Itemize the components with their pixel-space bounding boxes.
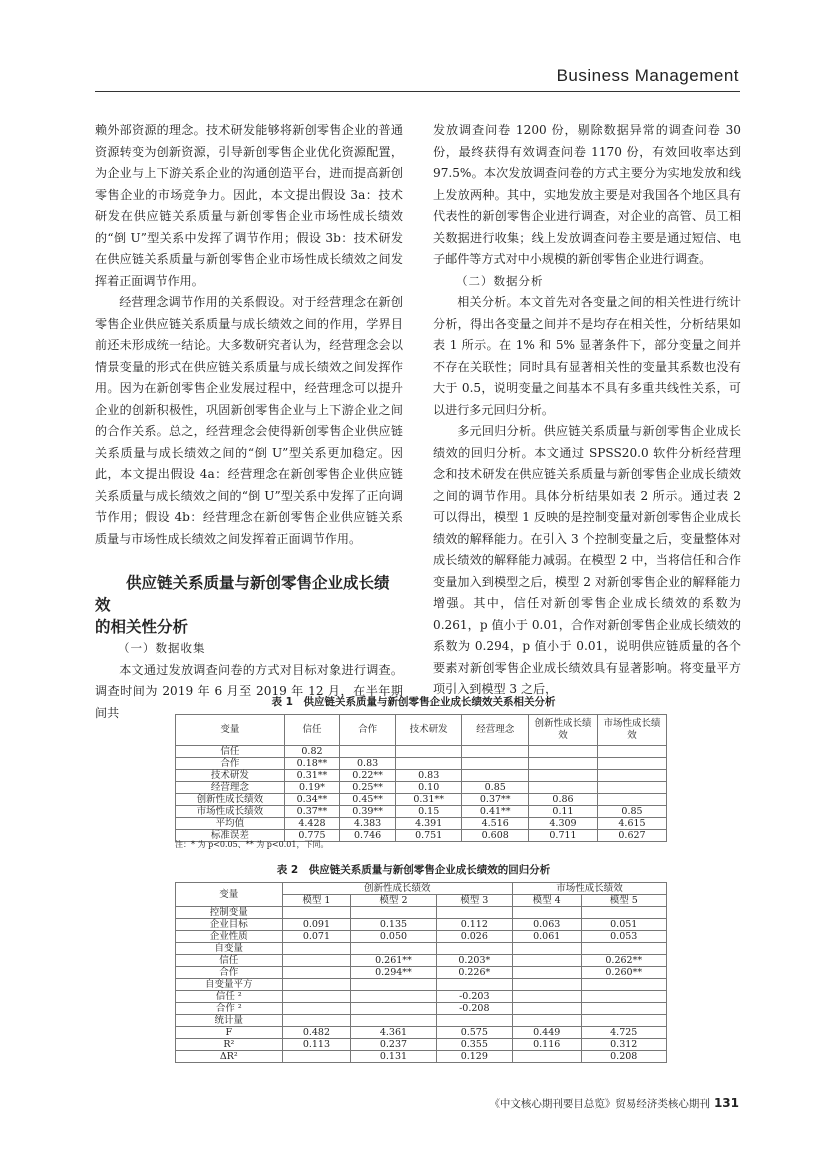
table-cell: 0.061 (512, 931, 581, 943)
left-column (95, 120, 403, 724)
table-cell: 0.135 (351, 919, 436, 931)
table-cell (581, 991, 667, 1003)
table-cell: 0.82 (284, 746, 340, 758)
table-row (176, 1051, 667, 1063)
table-cell: 0.026 (436, 931, 512, 943)
table-cell: 4.391 (395, 818, 462, 830)
table-cell: 0.711 (529, 830, 598, 842)
table-cell (282, 1015, 351, 1027)
table-cell: 0.226* (436, 967, 512, 979)
table-cell: -0.208 (436, 1003, 512, 1015)
table-cell (351, 979, 436, 991)
table-cell (598, 794, 667, 806)
table2-model-header: 模型 1 (282, 895, 351, 907)
body-paragraph: 经营理念调节作用的关系假设。对于经营理念在新创零售企业供应链关系质量与成长绩效之间的作用，学界目前还未形成统一结论。大多数研究者认为，经营理念会以情景变量的形式在供应链关系质量与成长绩效之间发挥作用。因为在新创零售企业发展过程中，经营理念可以提升企业的创新积极性，巩固新创零售企业与上下游企业之间的合作关系。总之，经营理念会使得新创零售企业供应链关系质量与成长绩效之间的“倒 U”型关系更加稳定。因此，本文提出假设 4a：经营理念在新创零售企业供应链关系质量与成长绩效之间的“倒 U”型关系中发挥了正向调节作用；假设 4b：经营理念在新创零售企业供应链关系质量与市场性成长绩效之间发挥着正面调节作用。 (95, 295, 403, 546)
table-cell: 合作 ² (176, 1003, 283, 1015)
table-cell (462, 770, 529, 782)
table2-model-header: 模型 3 (436, 895, 512, 907)
table-cell (581, 907, 667, 919)
table-cell: 合作 (176, 967, 283, 979)
table-cell: 0.050 (351, 931, 436, 943)
table-cell: 0.775 (284, 830, 340, 842)
table-cell: 0.449 (512, 1027, 581, 1039)
table-cell: 0.113 (282, 1039, 351, 1051)
table-cell: 4.361 (351, 1027, 436, 1039)
table-cell (282, 967, 351, 979)
table-cell (512, 907, 581, 919)
section-heading-line: 的相关性分析 (95, 618, 189, 636)
table-row (176, 806, 667, 818)
table-cell: 市场性成长绩效 (176, 806, 285, 818)
table-cell (598, 770, 667, 782)
body-paragraph: 多元回归分析。供应链关系质量与新创零售企业成长绩效的回归分析。本文通过 SPSS20.0 软件分析经营理念和技术研发在供应链关系质量与新创零售企业成长绩效之间的调节作用。具体分析结果如表 2 所示。通过表 2 可以得出，模型 1 反映的是控制变量对新创零售企业成长绩效的解释能力。在引入 3 个控制变量之后，变量整体对成长绩效的解释能力减弱。在模型 2 中，当将信任和合作变量加入到模型之后，模型 2 对新创零售企业的解释能力增强。其中，信任对新创零售企业成长绩效的系数为 0.261，p 值小于 0.01，合作对新创零售企业成长绩效的系数为 0.294，p 值小于 0.01，说明供应链质量的各个要素对新创零售企业成长绩效具有显著影响。将变量平方项引入到模型 3 之后， (433, 424, 741, 696)
table-cell: 0.262** (581, 955, 667, 967)
table-cell: 0.355 (436, 1039, 512, 1051)
table-row (176, 907, 667, 919)
table-cell: 0.18** (284, 758, 340, 770)
table-cell: 0.37** (284, 806, 340, 818)
table-cell (512, 979, 581, 991)
table-cell: 0.063 (512, 919, 581, 931)
table1-header: 市场性成长绩效 (598, 715, 667, 746)
table-cell: 信任 ² (176, 991, 283, 1003)
table-cell: 4.309 (529, 818, 598, 830)
table-cell (581, 943, 667, 955)
table-cell (351, 1003, 436, 1015)
table-cell: 0.19* (284, 782, 340, 794)
table-cell: 0.575 (436, 1027, 512, 1039)
table-cell: 0.751 (395, 830, 462, 842)
table-row (176, 818, 667, 830)
table-cell: ΔR² (176, 1051, 283, 1063)
table-cell: 0.37** (462, 794, 529, 806)
table-cell: 4.615 (598, 818, 667, 830)
table-cell: 信任 (176, 955, 283, 967)
table-row (176, 919, 667, 931)
table-cell (512, 991, 581, 1003)
table-cell: 0.208 (581, 1051, 667, 1063)
table-cell: 0.627 (598, 830, 667, 842)
table-cell: 0.112 (436, 919, 512, 931)
table-cell (351, 943, 436, 955)
table-cell (529, 770, 598, 782)
table-cell (351, 1015, 436, 1027)
subheading: （二）数据分析 (456, 273, 544, 288)
table-cell: 4.516 (462, 818, 529, 830)
table-row (176, 955, 667, 967)
subheading: （一）数据收集 (118, 641, 206, 655)
body-paragraph: 赖外部资源的理念。技术研发能够将新创零售企业的普通资源转变为创新资源，引导新创零售企业优化资源配置，为企业与上下游关系企业的沟通创造平台，进而提高新创零售企业的市场竞争力。因此，本文提出假设 3a：技术研发在供应链关系质量与新创零售企业市场性成长绩效的“倒 U”型关系中发挥了调节作用；假设 3b：技术研发在供应链关系质量与新创零售企业市场性成长绩效之间发挥着正面调节作用。 (95, 123, 403, 288)
table-cell: 平均值 (176, 818, 285, 830)
page-footer (489, 1096, 739, 1111)
table-cell: 0.22** (340, 770, 396, 782)
table-cell (351, 991, 436, 1003)
table-cell (351, 907, 436, 919)
table-cell: 0.31** (395, 794, 462, 806)
table-cell: 0.83 (395, 770, 462, 782)
table-cell: 0.85 (462, 782, 529, 794)
table-cell: 统计量 (176, 1015, 283, 1027)
table-cell: 0.25** (340, 782, 396, 794)
table-cell: 0.31** (284, 770, 340, 782)
table-cell: 0.10 (395, 782, 462, 794)
header-rule (95, 91, 740, 92)
table-cell: 0.34** (284, 794, 340, 806)
table-cell (512, 967, 581, 979)
body-paragraph: 相关分析。本文首先对各变量之间的相关性进行统计分析，得出各变量之间并不是均存在相关性，分析结果如表 1 所示。在 1% 和 5% 显著条件下，部分变量之间并不存在关联性；同时具有显著相关性的变量其系数也没有大于 0.5，说明变量之间基本不具有多重共线性关系，可以进行多元回归分析。 (433, 295, 741, 417)
table1-body (176, 746, 667, 842)
table-row (176, 1039, 667, 1051)
table-cell: 0.45** (340, 794, 396, 806)
table-row (176, 794, 667, 806)
footer-journal: 《中文核心期刊要目总览》贸易经济类核心期刊 (489, 1098, 710, 1110)
table-cell (512, 1015, 581, 1027)
table-cell: 0.312 (581, 1039, 667, 1051)
table-cell: 0.260** (581, 967, 667, 979)
table-cell (598, 746, 667, 758)
table2-body (176, 907, 667, 1063)
table-cell (581, 1015, 667, 1027)
table-cell (529, 758, 598, 770)
table-cell: 0.41** (462, 806, 529, 818)
section-heading-line: 供应链关系质量与新创零售企业成长绩效 (95, 574, 390, 614)
table-cell (282, 991, 351, 1003)
table1-header: 信任 (284, 715, 340, 746)
table-cell (282, 1051, 351, 1063)
table-cell (340, 746, 396, 758)
table2-caption: 表 2 供应链关系质量与新创零售企业成长绩效的回归分析 (276, 864, 551, 876)
table1-header: 创新性成长绩效 (529, 715, 598, 746)
table-cell (395, 758, 462, 770)
table-cell: 0.129 (436, 1051, 512, 1063)
table-cell: 经营理念 (176, 782, 285, 794)
table1-caption: 表 1 供应链关系质量与新创零售企业成长绩效关系相关分析 (271, 696, 556, 708)
table-cell: 0.091 (282, 919, 351, 931)
table-cell: -0.203 (436, 991, 512, 1003)
table-cell: 0.237 (351, 1039, 436, 1051)
table-cell: 技术研发 (176, 770, 285, 782)
table-cell: 合作 (176, 758, 285, 770)
table-cell: 4.428 (284, 818, 340, 830)
table1-header: 经营理念 (462, 715, 529, 746)
table1-header: 变量 (176, 715, 285, 746)
table-cell: 0.85 (598, 806, 667, 818)
table-cell (598, 758, 667, 770)
table-cell (282, 1003, 351, 1015)
table-cell: 自变量 (176, 943, 283, 955)
table-cell (436, 943, 512, 955)
table-cell: 4.383 (340, 818, 396, 830)
table-cell (282, 907, 351, 919)
body-paragraph: 本文通过发放调查问卷的方式对目标对象进行调查。调查时间为 2019 年 6 月至 2019 年 12 月，在半年期间共 (95, 662, 403, 720)
table-row (176, 782, 667, 794)
table-cell: R² (176, 1039, 283, 1051)
table-cell (436, 1015, 512, 1027)
running-header-title: Business Management (556, 66, 739, 85)
table-row (176, 1015, 667, 1027)
table-cell (581, 979, 667, 991)
table-cell: 0.15 (395, 806, 462, 818)
table2-group-header: 市场性成长绩效 (512, 883, 666, 895)
table-cell (282, 943, 351, 955)
table-cell (529, 746, 598, 758)
table-row (176, 943, 667, 955)
table-cell: 0.608 (462, 830, 529, 842)
table-cell (512, 955, 581, 967)
table-cell: 0.203* (436, 955, 512, 967)
table-row (176, 979, 667, 991)
table-row (176, 1027, 667, 1039)
table1-header: 技术研发 (395, 715, 462, 746)
table-cell: 企业目标 (176, 919, 283, 931)
table-cell (529, 782, 598, 794)
table-row (176, 770, 667, 782)
table2-model-header: 模型 4 (512, 895, 581, 907)
table-cell: 0.482 (282, 1027, 351, 1039)
table-cell (598, 782, 667, 794)
table-cell (436, 907, 512, 919)
table-cell (512, 1003, 581, 1015)
table1-note: 注：* 为 p<0.05、** 为 p<0.01，下同。 (175, 840, 329, 849)
table-cell (581, 1003, 667, 1015)
table-cell: 0.39** (340, 806, 396, 818)
table-row (176, 991, 667, 1003)
section-heading (95, 572, 403, 638)
table-cell: 0.746 (340, 830, 396, 842)
table1-header: 合作 (340, 715, 396, 746)
table2-model-header: 模型 2 (351, 895, 436, 907)
table-row (176, 931, 667, 943)
table-cell: 0.051 (581, 919, 667, 931)
table-cell: 自变量平方 (176, 979, 283, 991)
table-cell (282, 979, 351, 991)
table-cell: 标准误差 (176, 830, 285, 842)
body-paragraph: 发放调查问卷 1200 份，剔除数据异常的调查问卷 30 份，最终获得有效调查问卷 1170 份，有效回收率达到 97.5%。本次发放调查问卷的方式主要分为实地发放和线上发放两种。其中，实地发放主要是对我国各个地区具有代表性的新创零售企业进行调查，对企业的高管、员工相关数据进行收集；线上发放调查问卷主要是通过短信、电子邮件等方式对中小规模的新创零售企业进行调查。 (433, 123, 741, 266)
table-row (176, 967, 667, 979)
table-cell: 0.83 (340, 758, 396, 770)
table-cell (462, 746, 529, 758)
table-cell: 0.261** (351, 955, 436, 967)
table-cell (395, 746, 462, 758)
correlation-table (175, 714, 667, 842)
table-cell: 信任 (176, 746, 285, 758)
regression-table (175, 882, 667, 1063)
table2-model-header: 模型 5 (581, 895, 667, 907)
table-cell (512, 1051, 581, 1063)
table-row (176, 1003, 667, 1015)
table-cell: 0.071 (282, 931, 351, 943)
table-cell: 0.11 (529, 806, 598, 818)
table2-header-var: 变量 (176, 883, 283, 907)
table-cell (282, 955, 351, 967)
table-cell: F (176, 1027, 283, 1039)
table-cell: 4.725 (581, 1027, 667, 1039)
right-column (433, 120, 741, 701)
table-cell (462, 758, 529, 770)
table-cell: 0.116 (512, 1039, 581, 1051)
table-cell: 0.294** (351, 967, 436, 979)
table-cell: 0.053 (581, 931, 667, 943)
table-cell: 创新性成长绩效 (176, 794, 285, 806)
table-row (176, 758, 667, 770)
table-cell: 0.131 (351, 1051, 436, 1063)
table-cell: 企业性质 (176, 931, 283, 943)
table-cell: 0.86 (529, 794, 598, 806)
page-number: 131 (713, 1096, 739, 1110)
table2-group-header: 创新性成长绩效 (282, 883, 512, 895)
table-cell: 控制变量 (176, 907, 283, 919)
table-cell (436, 979, 512, 991)
table-row (176, 746, 667, 758)
table-cell (512, 943, 581, 955)
